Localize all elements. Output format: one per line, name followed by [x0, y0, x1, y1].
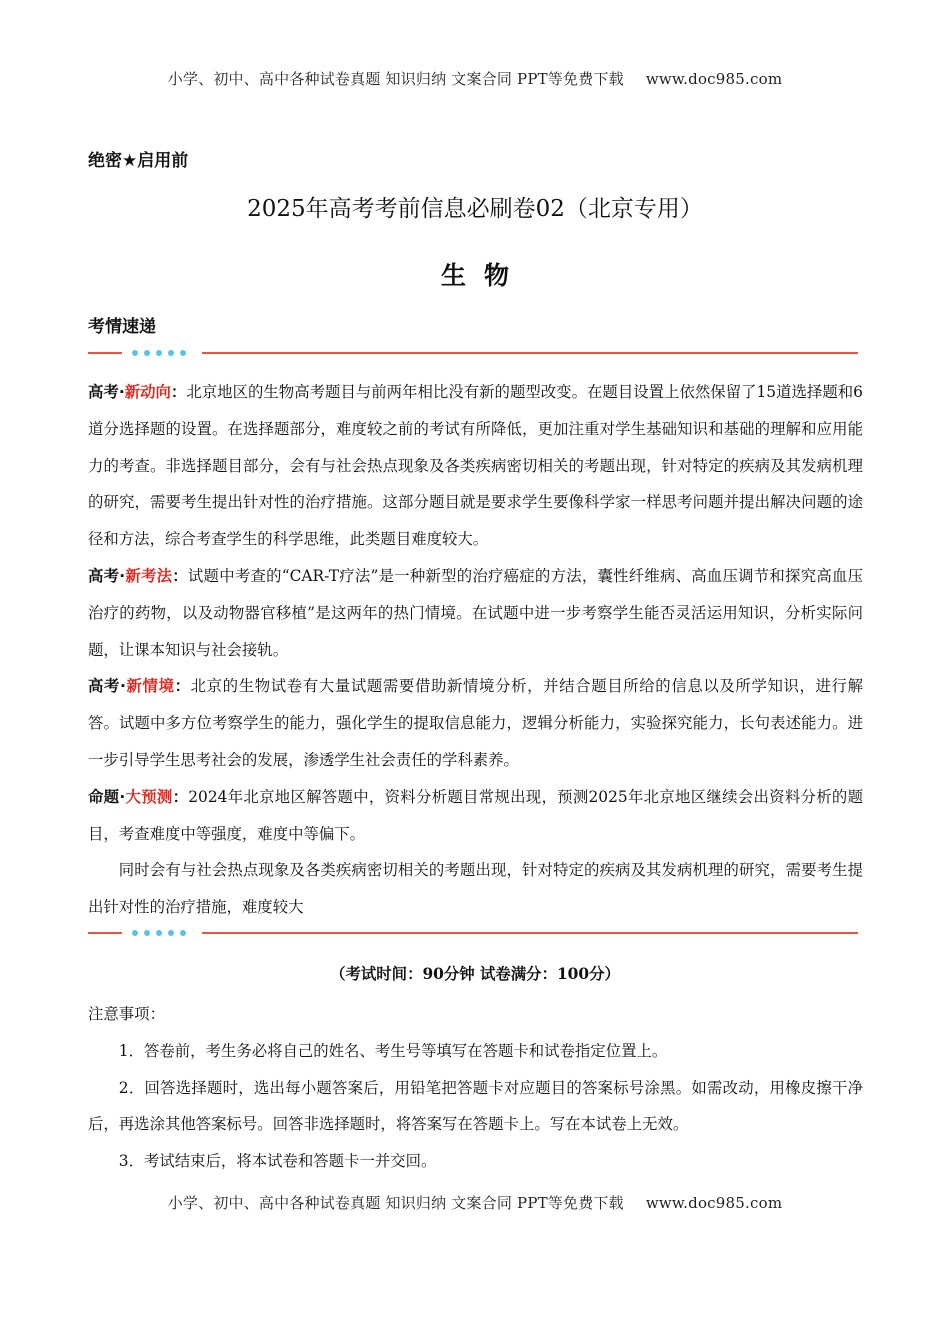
page-header [0, 68, 950, 89]
notes-heading: 注意事项： [88, 1005, 165, 1023]
section-heading: 考情速递 [88, 317, 156, 337]
paragraph-label: 命题·大预测： [88, 787, 189, 806]
overview-paragraph: 高考·新动向：北京地区的生物高考题目与前两年相比没有新的题型改变。在题目设置上依然保留了15道选择题和6道分选择题的设置。在选择题部分，难度较之前的考试有所降低，更加注重对学生基础知识和基础的理解和应用能力的考查。非选择题目部分，会有与社会热点现象及各类疾病密切相关的考题出现，针对特定的疾病及其发病机理的研究，需要考生提出针对性的治疗措施。这部分题目就是要求学生要像科学家一样思考问题并提出解决问题的途径和方法，综合考查学生的科学思维，此类题目难度较大。 [88, 383, 863, 549]
note-item: 2．回答选择题时，选出每小题答案后，用铅笔把答题卡对应题目的答案标号涂黑。如需改动，用橡皮擦干净后，再选涂其他答案标号。回答非选择题时，将答案写在答题卡上。写在本试卷上无效。 [88, 1078, 863, 1134]
paragraph-label: 高考·新考法： [88, 566, 188, 585]
paragraph-label: 高考·新动向： [88, 383, 187, 401]
footer-site-link[interactable]: www.doc985.com [645, 1194, 783, 1212]
overview-paragraph: 命题·大预测：2024年北京地区解答题中，资料分析题目常规出现，预测2025年北京地区继续会出资料分析的题目，考查难度中等强度，难度中等偏下。 [88, 787, 863, 843]
secret-label: 绝密★启用前 [88, 151, 189, 171]
note-item: 1．答卷前，考生务必将自己的姓名、考生号等填写在答题卡和试卷指定位置上。 [118, 1041, 668, 1060]
subject-title: 生物 [440, 261, 527, 290]
header-text: 小学、初中、高中各种试卷真题 知识归纳 文案合同 PPT等免费下载 [167, 70, 624, 88]
section-divider-bottom [88, 928, 858, 938]
header-site-link[interactable]: www.doc985.com [645, 70, 783, 88]
exam-overview [88, 374, 863, 926]
overview-paragraph: 高考·新考法：试题中考查的“CAR-T疗法”是一种新型的治疗癌症的方法，囊性纤维病、高血压调节和探究高血压治疗的药物，以及动物器官移植”是这两年的热门情境。在试题中进一步考察学生能否灵活运用知识，分析实际问题，让课本知识与社会接轨。 [88, 566, 863, 659]
page-footer [0, 1192, 950, 1213]
exam-title: 2025年高考考前信息必刷卷02（北京专用） [247, 196, 703, 222]
notes-section [88, 996, 863, 1180]
paragraph-label: 高考·新情境： [88, 677, 191, 696]
section-divider-top [88, 348, 858, 358]
exam-info: （考试时间：90分钟 试卷满分：100分） [330, 965, 620, 983]
note-item: 3．考试结束后，将本试卷和答题卡一并交回。 [118, 1152, 437, 1171]
overview-paragraph: 高考·新情境：北京的生物试卷有大量试题需要借助新情境分析，并结合题目所给的信息以及所学知识，进行解答。试题中多方位考察学生的能力，强化学生的提取信息能力，逻辑分析能力，实验探究能力，长句表述能力。进一步引导学生思考社会的发展，渗透学生社会责任的学科素养。 [88, 677, 863, 769]
extra-paragraph: 同时会有与社会热点现象及各类疾病密切相关的考题出现，针对特定的疾病及其发病机理的研究，需要考生提出针对性的治疗措施，难度较大 [88, 861, 863, 917]
footer-text: 小学、初中、高中各种试卷真题 知识归纳 文案合同 PPT等免费下载 [167, 1194, 624, 1212]
